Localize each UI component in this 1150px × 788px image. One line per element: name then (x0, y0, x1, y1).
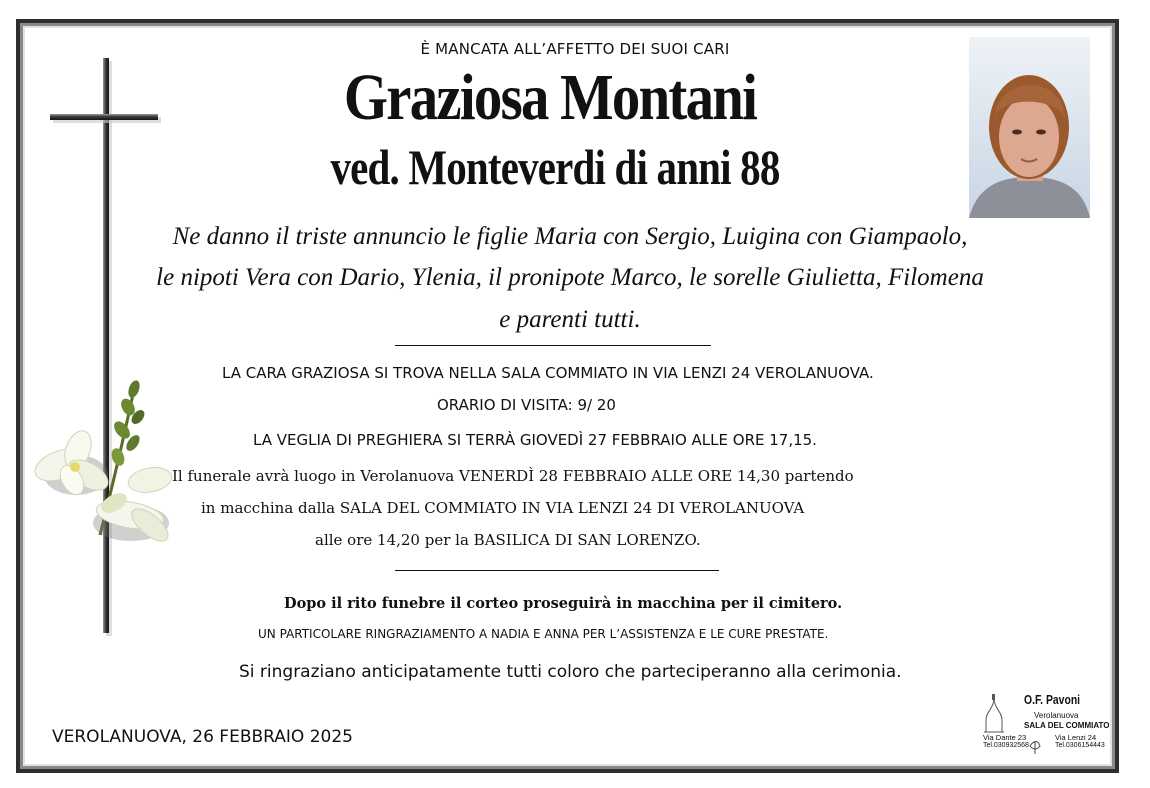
announcement-header: È MANCATA ALL’AFFETTO DEI SUOI CARI (420, 40, 730, 58)
funeral-home-address: Via Dante 23 (983, 733, 1027, 742)
general-thanks: Si ringraziano anticipatamente tutti coloro che parteciperanno alla cerimonia. (239, 662, 902, 682)
funeral-home-town: Verolanuova (1034, 711, 1079, 720)
procession-note: Dopo il rito funebre il corteo proseguirà in macchina per il cimitero. (284, 595, 843, 612)
funeral-details-line: in macchina dalla SALA DEL COMMIATO IN VIA LENZI 24 DI VEROLANUOVA (201, 499, 805, 517)
deceased-subtitle: ved. Monteverdi di anni 88 (330, 139, 780, 195)
funeral-home-phone: Tel.0306154443 (1055, 742, 1105, 749)
deceased-name: Graziosa Montani (343, 61, 757, 134)
funeral-home-address: Via Lenzi 24 (1055, 733, 1097, 742)
divider (395, 570, 719, 571)
family-announcement-line: Ne danno il triste annuncio le figlie Maria con Sergio, Luigina con Giampaolo, (172, 223, 968, 250)
special-thanks: UN PARTICOLARE RINGRAZIAMENTO A NADIA E ANNA PER L’ASSISTENZA E LE CURE PRESTATE. (258, 627, 829, 641)
funeral-home-hall: SALA DEL COMMIATO (1024, 721, 1110, 730)
funeral-home-phone: Tel.030932568 (983, 742, 1029, 749)
funeral-details-line: alle ore 14,20 per la BASILICA DI SAN LORENZO. (315, 531, 701, 549)
viewing-location: LA CARA GRAZIOSA SI TROVA NELLA SALA COMMIATO IN VIA LENZI 24 VEROLANUOVA. (222, 364, 874, 382)
flower-icon (30, 375, 190, 555)
funeral-home-name: O.F. Pavoni (1024, 692, 1081, 707)
funeral-details-line: Il funerale avrà luogo in Verolanuova VENERDÌ 28 FEBBRAIO ALLE ORE 14,30 partendo (172, 467, 854, 485)
family-announcement-line: e parenti tutti. (499, 306, 641, 333)
place-and-date: VEROLANUOVA, 26 FEBBRAIO 2025 (52, 727, 353, 747)
divider (395, 345, 711, 346)
prayer-vigil: LA VEGLIA DI PREGHIERA SI TERRÀ GIOVEDÌ 27 FEBBRAIO ALLE ORE 17,15. (253, 431, 817, 449)
family-announcement-line: le nipoti Vera con Dario, Ylenia, il pronipote Marco, le sorelle Giulietta, Filomena (156, 264, 984, 291)
visiting-hours: ORARIO DI VISITA: 9/ 20 (437, 396, 616, 414)
